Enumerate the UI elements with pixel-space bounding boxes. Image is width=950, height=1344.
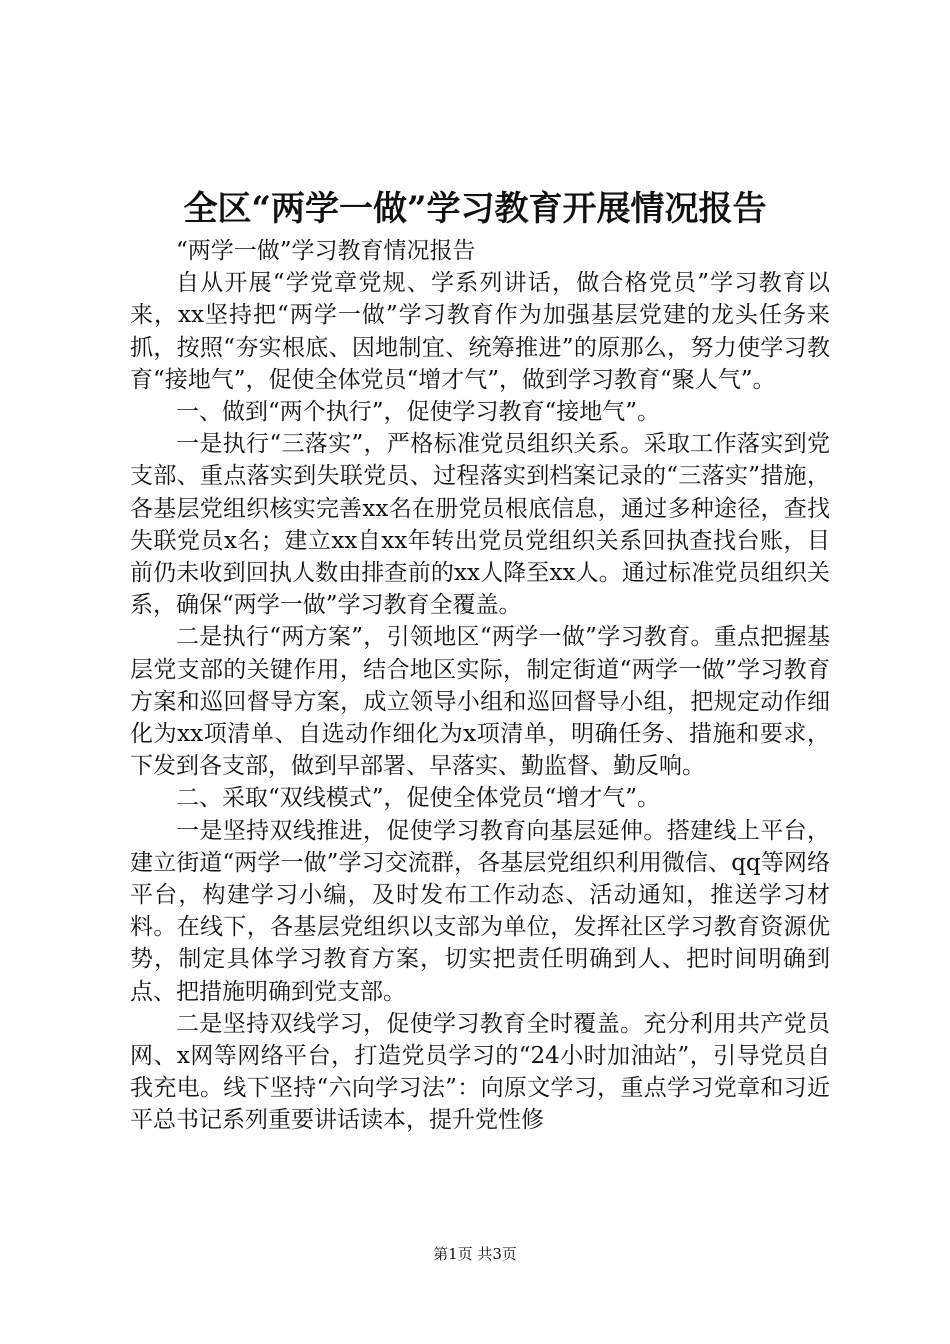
body-paragraph: 一、做到“两个执行”，促使学习教育“接地气”。 xyxy=(176,399,661,426)
body-paragraph: 一是执行“三落实”，严格标准党员组织关系。采取工作落实到党支部、重点落实到失联党员、过程落实到档案记录的“三落实”措施，各基层党组织核实完善xx名在册党员根底信息，通过多种途径，查找失联党员x名；建立xx自xx年转出党员党组织关系回执查找台账，目前仍未收到回执人数由排查前的xx人降至xx人。通过标准党员组织关系，确保“两学一做”学习教育全覆盖。 xyxy=(130,431,830,619)
body-paragraph: 二是执行“两方案”，引领地区“两学一做”学习教育。重点把握基层党支部的关键作用，结合地区实际，制定街道“两学一做”学习教育方案和巡回督导方案，成立领导小组和巡回督导小组，把规定动作细化为xx项清单、自选动作细化为x项清单，明确任务、措施和要求，下发到各支部，做到早部署、早落实、勤监督、勤反响。 xyxy=(130,624,830,780)
body-paragraph: 自从开展“学党章党规、学系列讲话，做合格党员”学习教育以来，xx坚持把“两学一做”学习教育作为加强基层党建的龙头任务来抓，按照“夯实根底、因地制宜、统筹推进”的原那么，努力使学习教育“接地气”，促使全体党员“增才气”，做到学习教育“聚人气”。 xyxy=(130,270,830,393)
body-paragraph: 二、采取“双线模式”，促使全体党员“增才气”。 xyxy=(176,785,661,812)
document-title: 全区“两学一做”学习教育开展情况报告 xyxy=(183,189,767,229)
page-footer: 第1页 共3页 xyxy=(433,1245,517,1263)
body-paragraph: “两学一做”学习教育情况报告 xyxy=(176,238,476,264)
body-paragraph: 一是坚持双线推进，促使学习教育向基层延伸。搭建线上平台，建立街道“两学一做”学习交流群，各基层党组织利用微信、qq等网络平台，构建学习小编，及时发布工作动态、活动通知，推送学习材料。在线下，各基层党组织以支部为单位，发挥社区学习教育资源优势，制定具体学习教育方案，切实把责任明确到人、把时间明确到点、把措施明确到党支部。 xyxy=(130,817,830,1005)
document-body xyxy=(130,235,830,1137)
body-paragraph: 二是坚持双线学习，促使学习教育全时覆盖。充分利用共产党员网、x网等网络平台，打造党员学习的“24小时加油站”，引导党员自我充电。线下坚持“六向学习法”：向原文学习，重点学习党章和习近平总书记系列重要讲话读本，提升党性修 xyxy=(130,1010,830,1134)
